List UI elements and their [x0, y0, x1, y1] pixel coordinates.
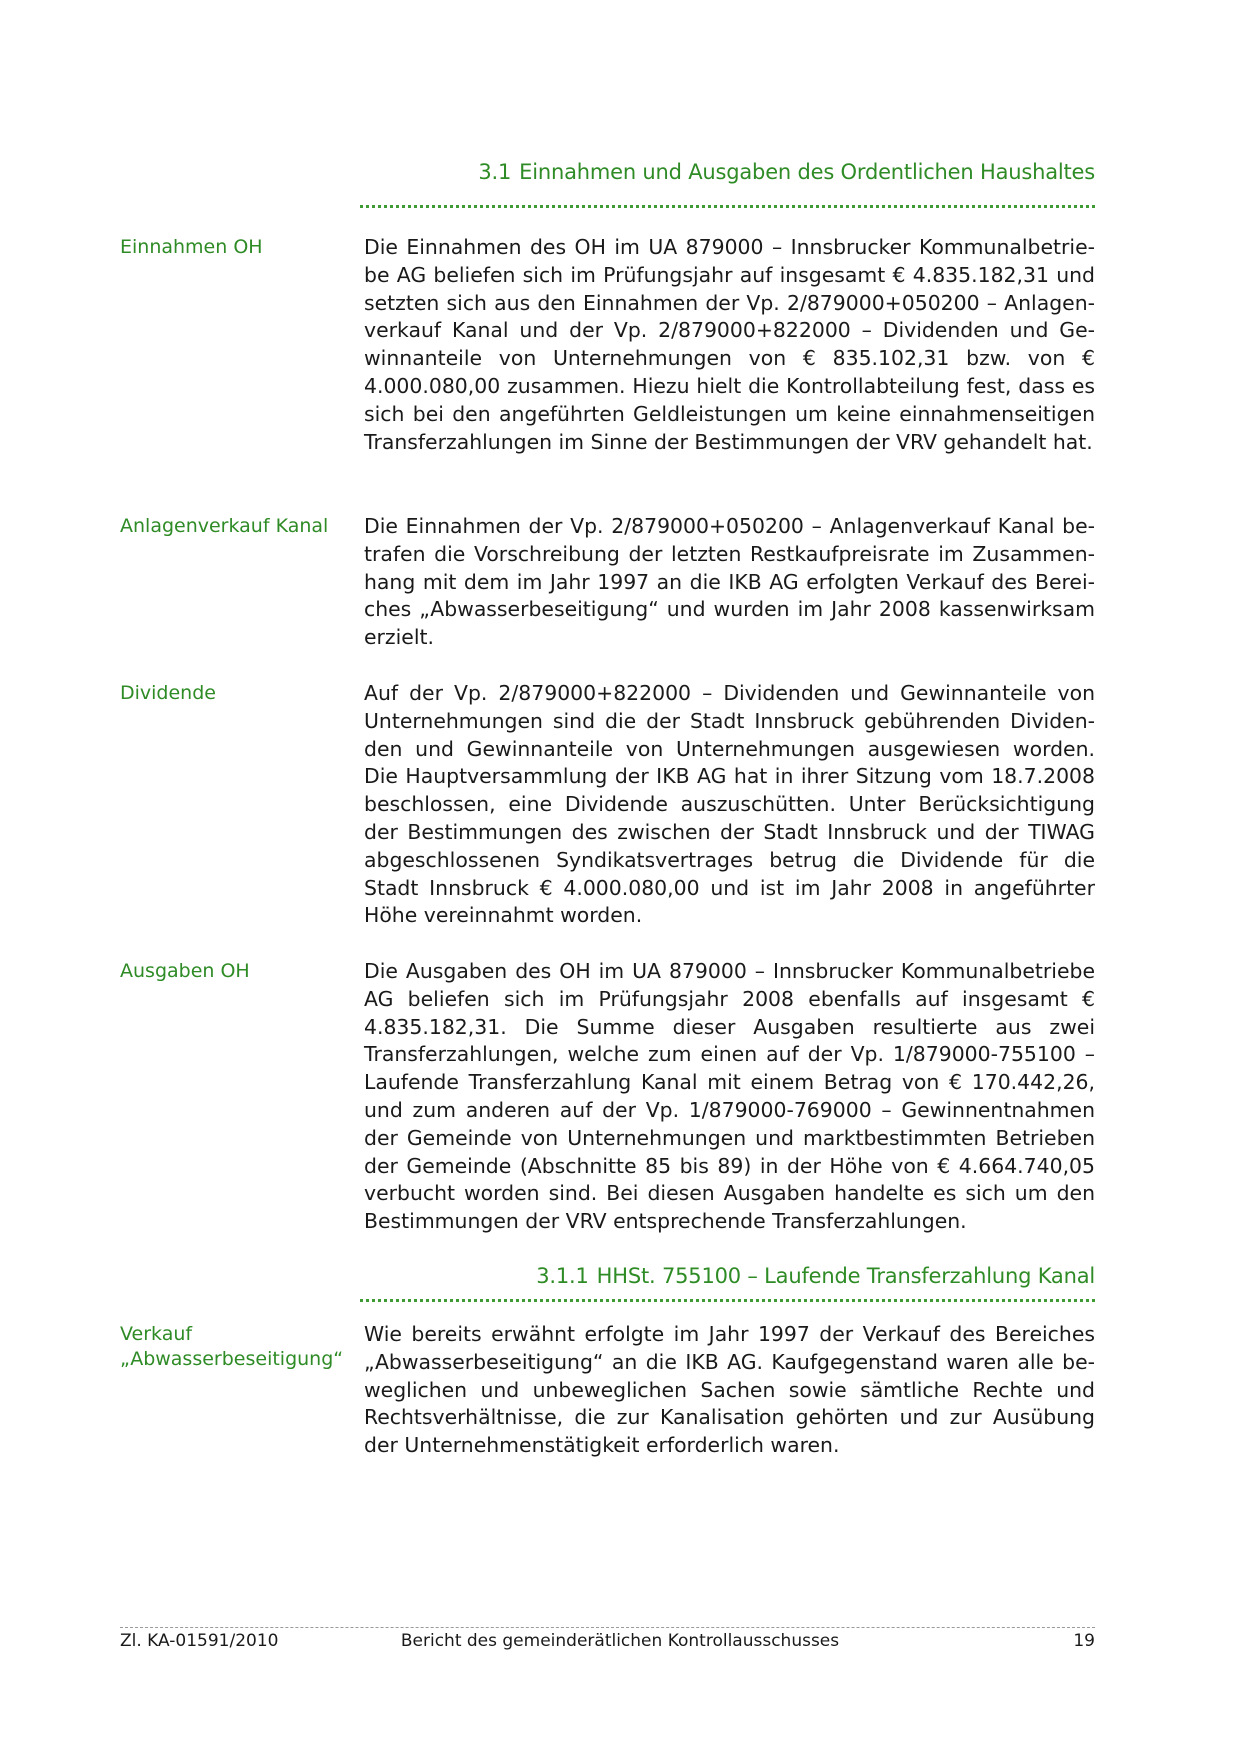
margin-label-verkauf-abwasserbeseitigung [120, 1322, 350, 1372]
section-title: Einnahmen und Ausgaben des Ordentlichen Haushaltes [519, 160, 1095, 184]
subsection-number: 3.1.1 [536, 1264, 589, 1288]
margin-label-line-2: „Abwasserbeseitigung“ [120, 1348, 344, 1370]
margin-label-ausgaben-oh: Ausgaben OH [120, 960, 250, 982]
margin-label-line-1: Verkauf [120, 1323, 193, 1345]
subsection-title: HHSt. 755100 – Laufende Transferzahlung Kanal [596, 1264, 1095, 1288]
paragraph-anlagenverkauf-kanal: Die Einnahmen der Vp. 2/879000+050200 – Anlagenverkauf Kanal betrafen die Vorschreibung der letzten Restkaufpreisrate im Zusammenhang mit dem im Jahr 1997 an die IKB AG erfolgten Verkauf des Bereiches „Abwasserbeseitigung“ und wurden im Jahr 2008 kassenwirksam erzielt. [364, 514, 1095, 650]
footer-rule [120, 1627, 1095, 1628]
margin-label-einnahmen-oh: Einnahmen OH [120, 236, 263, 258]
subsection-heading [360, 1264, 1095, 1288]
paragraph-dividende: Auf der Vp. 2/879000+822000 – Dividenden und Gewinnanteile von Unternehmungen sind die der Stadt Innsbruck gebührenden Dividenden und Gewinnanteile von Unternehmungen ausgewiesen worden. Die Hauptversammlung der IKB AG hat in ihrer Sitzung vom 18.7.2008 beschlossen, eine Dividende auszuschütten. Unter Berücksichtigung der Bestimmungen des zwischen der Stadt Innsbruck und der TIWAG abgeschlossenen Syndikatsvertrages betrug die Dividende für die Stadt Innsbruck € 4.000.080,00 und ist im Jahr 2008 in angeführter Höhe vereinnahmt worden. [364, 681, 1095, 928]
footer-reference: Zl. KA-01591/2010 [120, 1631, 279, 1651]
margin-label-dividende: Dividende [120, 682, 216, 704]
subsection-heading-rule [360, 1299, 1095, 1302]
section-heading [360, 160, 1095, 184]
footer-title: Bericht des gemeinderätlichen Kontrollausschusses [400, 1631, 840, 1651]
paragraph-verkauf-abwasserbeseitigung: Wie bereits erwähnt erfolgte im Jahr 1997 der Verkauf des Bereiches „Abwasserbeseitigung“ an die IKB AG. Kaufgegenstand waren alle beweglichen und unbeweglichen Sachen sowie sämtliche Rechte und Rechtsverhältnisse, die zur Kanalisation gehörten und zur Ausübung der Unternehmenstätigkeit erforderlich waren. [364, 1322, 1095, 1458]
page-number: 19 [1073, 1631, 1095, 1651]
section-heading-rule [360, 205, 1095, 208]
paragraph-ausgaben-oh: Die Ausgaben des OH im UA 879000 – Innsbrucker Kommunalbetriebe AG beliefen sich im Prüfungsjahr 2008 ebenfalls auf insgesamt € 4.835.182,31. Die Summe dieser Ausgaben resultierte aus zwei Transferzahlungen, welche zum einen auf der Vp. 1/879000-755100 – Laufende Transferzahlung Kanal mit einem Betrag von € 170.442,26, und zum anderen auf der Vp. 1/879000-769000 – Gewinnentnahmen der Gemeinde von Unternehmungen und marktbestimmten Betrieben der Gemeinde (Abschnitte 85 bis 89) in der Höhe von € 4.664.740,05 verbucht worden sind. Bei diesen Ausgaben handelte es sich um den Bestimmungen der VRV entsprechende Transferzahlungen. [364, 959, 1095, 1234]
section-number: 3.1 [478, 160, 512, 184]
paragraph-einnahmen-oh: Die Einnahmen des OH im UA 879000 – Innsbrucker Kommunalbetriebe AG beliefen sich im Prüfungsjahr auf insgesamt € 4.835.182,31 und setzten sich aus den Einnahmen der Vp. 2/879000+050200 – Anlagenverkauf Kanal und der Vp. 2/879000+822000 – Dividenden und Gewinnanteile von Unternehmungen von € 835.102,31 bzw. von € 4.000.080,00 zusammen. Hiezu hielt die Kontrollabteilung fest, dass es sich bei den angeführten Geldleistungen um keine einnahmenseitigen Transferzahlungen im Sinne der Bestimmungen der VRV gehandelt hat. [364, 235, 1095, 454]
margin-label-anlagenverkauf-kanal: Anlagenverkauf Kanal [120, 515, 329, 537]
